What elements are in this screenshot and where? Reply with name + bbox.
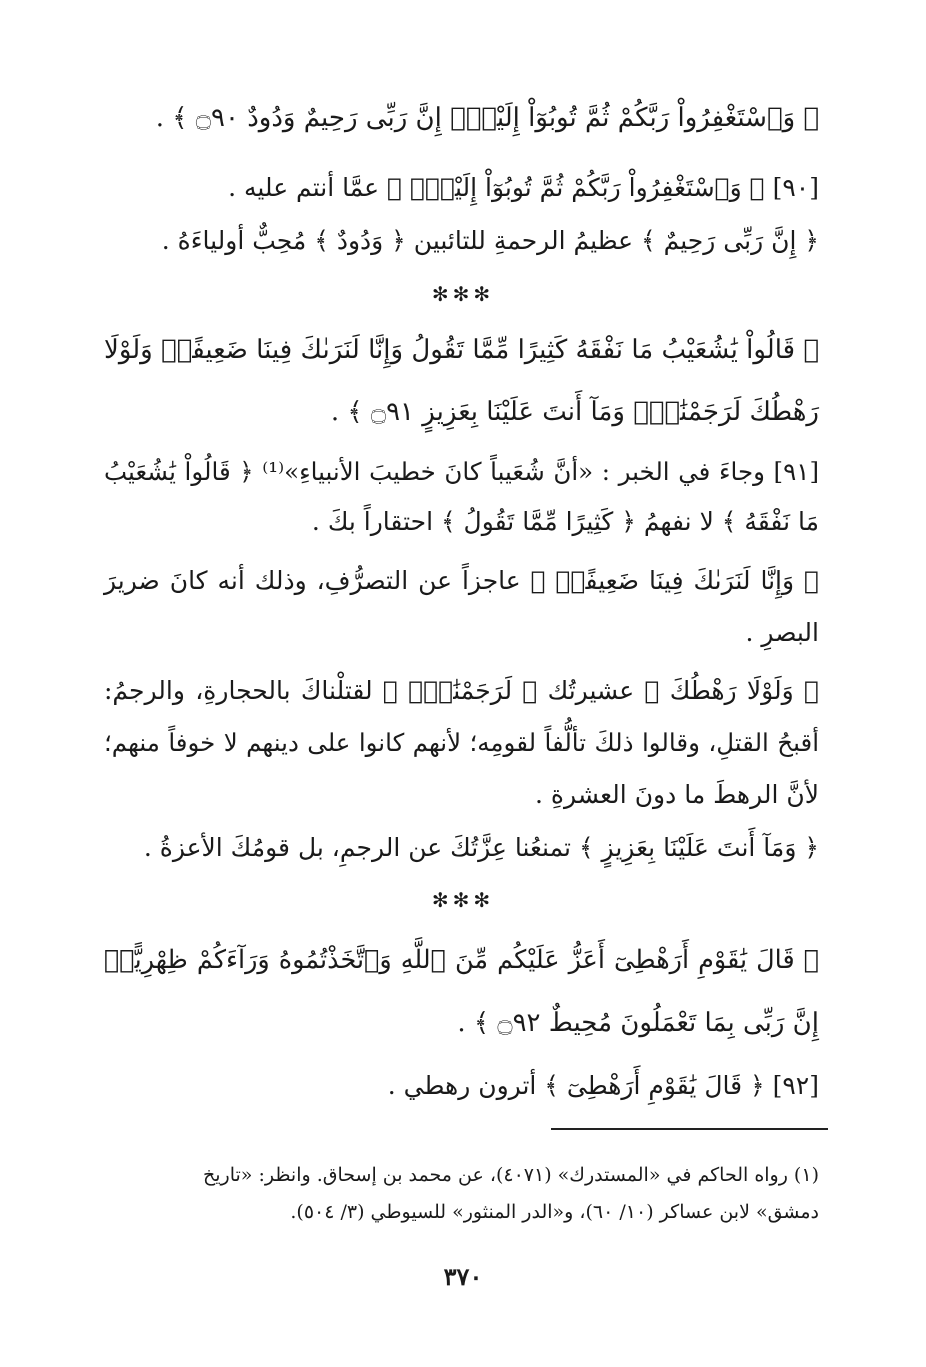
tafsir-91-line-5: ﴿ وَلَوْلَا رَهْطُكَ ﴾ عشيرتُك ﴿ لَرَجَمْنَٰكَۖ ﴾ لقتلْناكَ بالحجارةِ، والرجمُ: [104, 676, 819, 705]
tafsir-90-line-1: [٩٠] ﴿ وَٱسْتَغْفِرُواْ رَبَّكُمْ ثُمَّ تُوبُوٓاْ إِلَيْهِۚ ﴾ عمَّا أنتم عليه . [228, 173, 819, 202]
tafsir-92-line-1: [٩٢] ﴿ قَالَ يَٰقَوْمِ أَرَهْطِىٓ ﴾ أترون رهطي . [387, 1071, 819, 1100]
tafsir-90-line-2: ﴿ إِنَّ رَبِّى رَحِيمٌ ﴾ عظيمُ الرحمةِ للتائبين ﴿ وَدُودٌ ﴾ مُحِبٌّ أولياءَهُ . [161, 226, 819, 255]
verse-91-line-1: ﴿ قَالُواْ يَٰشُعَيْبُ مَا نَفْقَهُ كَثِيرًا مِّمَّا تَقُولُ وَإِنَّا لَنَرَىٰكَ فِينَا ضَعِيفًاۖ وَلَوْلَا [104, 335, 819, 365]
footnote-line-2: دمشق» لابن عساكر (١٠/ ٦٠)، و«الدر المنثور» للسيوطي (٣/ ٥٠٤). [290, 1201, 819, 1223]
tafsir-91-line-1: [٩١] وجاءَ في الخبر : «أنَّ شُعَيباً كانَ خطيبَ الأنبياءِ»⁽¹⁾ ﴿ قَالُواْ يَٰشُعَيْبُ [104, 457, 819, 486]
verse-91-line-2: رَهْطُكَ لَرَجَمْنَٰكَۖ وَمَآ أَنتَ عَلَيْنَا بِعَزِيزٍ ۝٩١ ﴾ . [330, 397, 819, 427]
section-separator: ✻✻✻ [431, 888, 495, 912]
verse-92-line-1: ﴿ قَالَ يَٰقَوْمِ أَرَهْطِىٓ أَعَزُّ عَلَيْكُم مِّنَ ٱللَّهِ وَٱتَّخَذْتُمُوهُ وَرَآءَكُمْ ظِهْرِيًّاۖ [104, 945, 819, 975]
tafsir-91-line-8: ﴿ وَمَآ أَنتَ عَلَيْنَا بِعَزِيزٍ ﴾ تمنعُنا عِزَّتُكَ عن الرجمِ، بل قومُكَ الأعزةُ . [143, 833, 819, 862]
tafsir-91-line-3: ﴿ وَإِنَّا لَنَرَىٰكَ فِينَا ضَعِيفًاۖ ﴾ عاجزاً عن التصرُّفِ، وذلك أنه كانَ ضريرَ [104, 566, 819, 595]
tafsir-91-line-2: مَا نَفْقَهُ ﴾ لا نفهمُ ﴿ كَثِيرًا مِّمَّا تَقُولُ ﴾ احتقاراً بكَ . [311, 507, 819, 536]
verse-92-line-2: إِنَّ رَبِّى بِمَا تَعْمَلُونَ مُحِيطٌ ۝٩٢ ﴾ . [457, 1008, 819, 1038]
footnote-separator [551, 1128, 828, 1130]
page-number: ٣٧٠ [443, 1262, 483, 1291]
tafsir-91-line-6: أقبحُ القتلِ، وقالوا ذلكَ تألُّفاً لقومِه؛ لأنهم كانوا على دينهم لا خوفاً منهم؛ [104, 728, 819, 757]
tafsir-91-line-4: البصرِ . [745, 618, 819, 647]
tafsir-91-line-7: لأنَّ الرهطَ ما دونَ العشرةِ . [535, 780, 819, 809]
footnote-line-1: (١) رواه الحاكم في «المستدرك» (٤٠٧١)، عن محمد بن إسحاق. وانظر: «تاريخ [202, 1164, 819, 1186]
verse-90: ﴿ وَٱسْتَغْفِرُواْ رَبَّكُمْ ثُمَّ تُوبُوٓاْ إِلَيْهِۚ إِنَّ رَبِّى رَحِيمٌ وَدُودٌ ۝٩٠ ﴾ . [155, 103, 819, 133]
section-separator: ✻✻✻ [431, 282, 495, 306]
